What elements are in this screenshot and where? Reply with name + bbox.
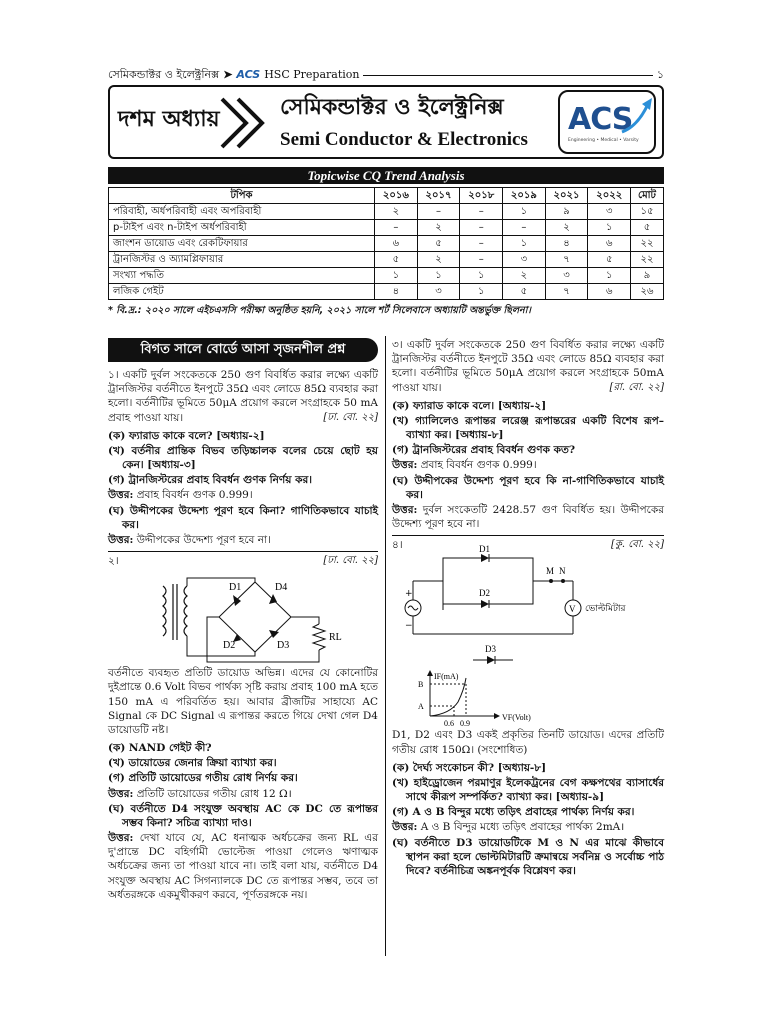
answer-label: উত্তর:: [108, 489, 134, 502]
table-cell: –: [503, 220, 546, 236]
tick-label: 0.6: [444, 719, 454, 729]
table-cell: জাংশন ডায়োড এবং রেকটিফায়ার: [109, 236, 375, 252]
answer-text: উদ্দীপকের উদ্দেশ্য পূরণ হবে না।: [136, 533, 271, 546]
answer-text: দুর্বল সংকেতটি 2428.57 গুণ বিবর্ধিত হয়। উদ্দীপকের উদ্দেশ্য পূরণ হবে না।: [392, 503, 665, 531]
table-row: [109, 284, 664, 300]
table-cell: ২: [375, 204, 418, 220]
table-cell: ৯: [545, 204, 588, 220]
table-cell: ৫: [588, 252, 631, 268]
brand-mini: ACS: [236, 67, 261, 81]
table-cell: পরিবাহী, অর্ধপরিবাহী এবং অপরিবাহী: [109, 204, 375, 220]
sub-question-ka: (ক) ফ্যারাড কাকে বলে? [অধ্যায়-২]: [108, 429, 265, 442]
table-row: [109, 268, 664, 284]
question-stem: বর্তনীতে ব্যবহৃত প্রতিটি ডায়োড অভিন্ন। এদের যে কোনোটির দুইপ্রান্তে 0.6 Volt বিভব পার্থক্য সৃষ্টি করায় প্রবাহ 100 mA হতে 150 mA এ পরিবর্তিত হয়। আবার ব্রীজটির সাহায্যে AC Signal কে DC Signal এ রূপান্তর করতে গিয়ে দেখা গেল D4 ডায়োডটি নষ্ট।: [108, 667, 378, 736]
chapter-title-bn: সেমিকন্ডাক্টর ও ইলেক্ট্রনিক্স: [280, 95, 504, 120]
sub-question-ga: (গ) ট্রানজিস্টরের প্রবাহ বিবর্ধন গুণক কত?: [392, 444, 576, 457]
table-cell: ১: [460, 268, 503, 284]
sub-question-ka: (ক) NAND গেইট কী?: [108, 742, 212, 755]
table-cell: ৪: [545, 236, 588, 252]
answer-ga: [108, 787, 378, 801]
column-header: ২০১৮: [460, 188, 503, 204]
arrow-icon: ➤: [223, 67, 233, 81]
table-cell: ২২: [631, 252, 664, 268]
question-2: [108, 666, 378, 737]
table-row: [109, 204, 664, 220]
column-header: ২০১৯: [503, 188, 546, 204]
sub-question-kha: (খ) গ্যালিলেও রূপান্তর লরেঞ্জ রূপান্তরের একটি বিশেষ রূপ–ব্যাখ্যা কর। [অধ্যায়-৮]: [392, 414, 664, 442]
column-divider: [385, 336, 386, 956]
label-minus: −: [405, 621, 413, 632]
table-cell: –: [460, 220, 503, 236]
table-cell: ১: [417, 268, 460, 284]
answer-label: উত্তর:: [392, 821, 418, 834]
label-plus: +: [405, 589, 413, 600]
table-cell: ৯: [631, 268, 664, 284]
question-source: [ঢা. বো. ২২]: [323, 411, 378, 423]
table-cell: ১৫: [631, 204, 664, 220]
answer-label: উত্তর:: [392, 503, 418, 516]
answer-label: উত্তর:: [108, 832, 134, 845]
table-cell: p-টাইপ এবং n-টাইপ অর্ধপরিবাহী: [109, 220, 375, 236]
sub-question-kha: (খ) বর্তনীর প্রান্তিক বিভব তড়িচ্চালক বলের চেয়ে ছোট হয় কেন। [অধ্যায়-৩]: [108, 444, 378, 472]
axis-y-label: IF(mA): [434, 672, 459, 682]
label-b: B: [418, 680, 424, 690]
chapter-label: দশম অধ্যায়: [118, 107, 220, 132]
table-cell: ৩: [417, 284, 460, 300]
table-cell: ২২: [631, 236, 664, 252]
answer-label: উত্তর:: [108, 533, 134, 546]
table-cell: –: [375, 220, 418, 236]
table-row: [109, 220, 664, 236]
trend-heading: Topicwise CQ Trend Analysis: [108, 167, 664, 184]
tick-label: 0.9: [460, 719, 470, 729]
table-cell: –: [460, 204, 503, 220]
question-1: [108, 368, 378, 425]
question-2-header: [108, 554, 378, 568]
answer-text: প্রতিটি ডায়োডের গতীয় রোধ 12 Ω।: [136, 787, 292, 800]
table-cell: সংখ্যা পদ্ধতি: [109, 268, 375, 284]
answer-gha: [108, 533, 378, 547]
table-cell: ১: [375, 268, 418, 284]
table-cell: ১: [588, 220, 631, 236]
question-source: [কু. বো. ২২]: [610, 539, 664, 551]
sub-question-ga: (গ) A ও B বিন্দুর মধ্যে তড়িৎ প্রবাহের পার্থক্য নির্ণয় কর।: [392, 806, 635, 819]
label-d3: D3: [485, 644, 496, 655]
label-m: M: [546, 566, 555, 577]
answer-text: দেখা যাবে যে, AC ধনাত্মক অর্ধচক্রের জন্য RL এর দু'প্রান্তে DC বহির্গামী ভোল্টেজ পাওয়া গেলেও ঋণাত্মক অর্ধচক্রের জন্য তা পাওয়া যাবে না। তাই বলা যায়, বর্তনীতে D4 সংযুক্ত অবস্থায় AC সিগন্যালকে DC তে রূপান্তর সম্ভব, তবে তা অর্ধতরঙ্গকে একমুখীকরণ করবে, পূর্ণতরঙ্গকে নয়।: [108, 832, 378, 901]
answer-label: উত্তর:: [392, 459, 418, 472]
table-cell: ৭: [545, 252, 588, 268]
table-cell: ২: [503, 268, 546, 284]
table-cell: ২: [417, 220, 460, 236]
question-stem: D1, D2 এবং D3 একই প্রকৃতির তিনটি ডায়োড। এদের প্রতিটি গতীয় রোধ 150Ω। (সংশোধিত): [392, 729, 664, 756]
table-cell: ৫: [503, 284, 546, 300]
label-voltmeter: ভোল্টমিটার: [585, 604, 626, 615]
logo-text: ACS: [568, 102, 633, 137]
answer-ga: [108, 488, 378, 502]
answer-ga: [392, 820, 664, 834]
acs-logo: [558, 90, 656, 154]
sub-question-kha: (খ) হাইড্রোজেন পরমাণুর ইলেকট্রনের বেগ কক্ষপথের ব্যাসার্ধের সাথে কীরূপ সম্পর্কিত? ব্যাখ্যা কর। [অধ্যায়-৯]: [392, 776, 664, 804]
question-number: ৪।: [392, 539, 403, 552]
table-cell: ২: [417, 252, 460, 268]
table-cell: ৬: [588, 284, 631, 300]
sub-question-gha: (ঘ) বর্তনীতে D3 ডায়োডটিকে M ও N এর মাঝে কীভাবে স্থাপন করা হলে ভোল্টমিটারটি ক্রমান্বয়ে সর্বনিম্ন ও সর্বোচ্চ পাঠ দিবে? বর্তনীচিত্র অঙ্কনপূর্বক বিশ্লেষণ কর।: [392, 836, 664, 877]
question-stem: একটি দুর্বল সংকেতকে 250 গুণ বিবর্ধিত করার লক্ষ্যে একটি ট্রানজিস্টর বর্তনীতে ইনপুটে 35Ω এবং লোডে 85Ω ব্যবহার করা হলো। বর্তনীটির ভূমিতে 50μA প্রয়োগ করলে সংগ্রাহকে 50mA পাওয়া যায়।: [392, 339, 664, 394]
axis-x-label: VF(Volt): [502, 713, 531, 723]
question-4-header: [392, 538, 664, 555]
table-row: [109, 252, 664, 268]
chevron-right-icon: [214, 93, 274, 153]
label-d1: D1: [229, 582, 242, 594]
label-rl: RL: [329, 632, 342, 644]
trend-table: [108, 187, 664, 300]
column-header: টপিক: [109, 188, 375, 204]
section-title: বিগত সালে বোর্ডে আসা সৃজনশীল প্রশ্ন: [108, 338, 378, 362]
table-cell: ২৬: [631, 284, 664, 300]
table-row: [109, 236, 664, 252]
question-source: [ঢা. বো. ২২]: [323, 555, 378, 567]
page-number: ১: [656, 67, 664, 81]
answer-gha: [108, 831, 378, 902]
table-cell: ট্রানজিস্টর ও অ্যামপ্লিফায়ার: [109, 252, 375, 268]
table-cell: ১: [460, 284, 503, 300]
sub-question-gha: (ঘ) উদ্দীপকের উদ্দেশ্য পূরণ হবে কিনা? গাণিতিকভাবে যাচাই কর।: [108, 504, 378, 531]
column-header: ২০১৭: [417, 188, 460, 204]
column-header: ২০১৬: [375, 188, 418, 204]
column-header: ২০২১: [545, 188, 588, 204]
label-n: N: [559, 566, 566, 577]
table-cell: ৩: [545, 268, 588, 284]
arrow-up-icon: [620, 96, 654, 136]
question-number: ৩।: [392, 339, 403, 351]
column-header: মোট: [631, 188, 664, 204]
running-header: [108, 68, 664, 82]
sub-question-ka: (ক) দৈর্ঘ্য সংকোচন কী? [অধ্যায়-৮]: [392, 761, 547, 774]
table-cell: ৬: [375, 236, 418, 252]
diode-voltmeter-diagram: [403, 544, 653, 670]
label-a: A: [418, 702, 424, 712]
table-cell: ২: [545, 220, 588, 236]
table-cell: ৩: [503, 252, 546, 268]
iv-graph: [400, 670, 550, 728]
label-d2: D2: [479, 588, 490, 599]
table-cell: ৪: [375, 284, 418, 300]
table-cell: ৬: [588, 236, 631, 252]
sub-question-gha: (ঘ) উদ্দীপকের উদ্দেশ্য পূরণ হবে কি না-গাণিতিকভাবে যাচাই কর।: [392, 474, 664, 501]
answer-text: A ও B বিন্দুর মধ্যে তড়িৎ প্রবাহের পার্থক্য 2mA।: [420, 821, 625, 834]
label-d3: D3: [277, 640, 290, 652]
table-cell: লজিক গেইট: [109, 284, 375, 300]
question-number: ২।: [108, 555, 119, 568]
question-4: [392, 728, 664, 756]
answer-ga: [392, 458, 664, 472]
table-cell: ১: [588, 268, 631, 284]
label-d4: D4: [275, 582, 288, 594]
right-column: [392, 338, 664, 879]
running-subject: সেমিকন্ডাক্টর ও ইলেক্ট্রনিক্স: [108, 67, 220, 81]
answer-text: প্রবাহ বিবর্ধন গুণক 0.999।: [420, 459, 537, 472]
table-cell: ৭: [545, 284, 588, 300]
series-label: HSC Preparation: [264, 67, 360, 81]
chapter-title-en: Semi Conductor & Electronics: [280, 129, 528, 150]
question-source: [রা. বো. ২২]: [609, 381, 664, 393]
answer-label: উত্তর:: [108, 787, 134, 800]
chapter-banner: [108, 85, 664, 159]
answer-text: প্রবাহ বিবর্ধন গুণক 0.999।: [136, 489, 253, 502]
footnote: * বি.দ্র.: ২০২০ সালে এইচএসসি পরীক্ষা অনুষ্ঠিত হয়নি, ২০২১ সালে শর্ট সিলেবাসে অধ্যায়টি অন্তর্ভুক্ত ছিলনা।: [108, 305, 531, 316]
left-column: [108, 338, 378, 903]
question-separator: [108, 551, 378, 552]
header-rule: [363, 75, 652, 76]
question-stem: একটি দুর্বল সংকেতকে 250 গুণ বিবর্ধিত করার লক্ষ্যে একটি ট্রানজিস্টর বর্তনীতে ইনপুটে 35Ω এবং লোডে 85Ω ব্যবহার করা হলো। বর্তনীটির ভূমিতে 50μA প্রয়োগ করলে সংগ্রাহকে 50 mA প্রবাহ পাওয়া যায়।: [108, 369, 378, 424]
sub-question-ga: (গ) ট্রানজিস্টরের প্রবাহ বিবর্ধন গুণক নির্ণয় কর।: [108, 474, 312, 487]
column-header: ২০২২: [588, 188, 631, 204]
sub-question-kha: (খ) ডায়োডের জেনার ক্রিয়া ব্যাখ্যা কর।: [108, 757, 277, 770]
table-cell: –: [417, 204, 460, 220]
sub-question-ka: (ক) ফ্যারাড কাকে বলে। [অধ্যায়-২]: [392, 399, 547, 412]
trend-header-row: [109, 188, 664, 204]
label-d1: D1: [479, 544, 490, 555]
label-d2: D2: [223, 640, 236, 652]
table-cell: –: [460, 252, 503, 268]
table-cell: ১: [503, 236, 546, 252]
table-cell: ৫: [417, 236, 460, 252]
logo-tagline: Engineering • Medical • Varsity: [568, 138, 639, 143]
table-cell: ৫: [375, 252, 418, 268]
sub-question-ga: (গ) প্রতিটি ডায়োডের গতীয় রোধ নির্ণয় কর।: [108, 772, 298, 785]
bridge-rectifier-diagram: [123, 568, 363, 666]
question-separator: [392, 535, 664, 536]
table-cell: –: [460, 236, 503, 252]
sub-question-gha: (ঘ) বর্তনীতে D4 সংযুক্ত অবস্থায় AC কে DC তে রূপান্তর সম্ভব কিনা? সচিত্র ব্যাখ্যা দাও।: [108, 802, 378, 829]
question-3: [392, 338, 664, 395]
table-cell: ৩: [588, 204, 631, 220]
table-cell: ৫: [631, 220, 664, 236]
label-v: V: [569, 604, 576, 615]
answer-gha: [392, 503, 664, 531]
table-cell: ১: [503, 204, 546, 220]
question-number: ১।: [108, 369, 119, 381]
